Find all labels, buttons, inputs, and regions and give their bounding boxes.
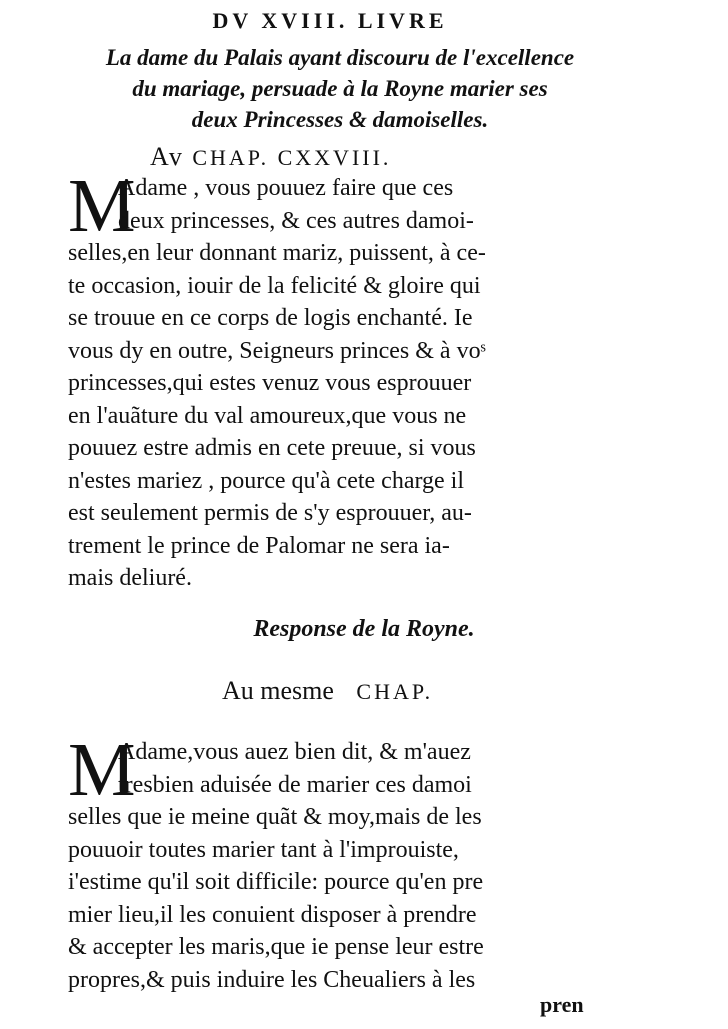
text-line: Adame , vous pouuez faire que ces (118, 175, 454, 201)
text-line: en l'auãture du val amoureux,que vous ne (68, 402, 467, 429)
chapter-heading-prefix: Av (150, 142, 184, 171)
text-line: deux princesses, & ces autres damoi- (118, 207, 474, 234)
paragraph-body (68, 172, 608, 595)
chapter-heading (222, 676, 433, 706)
text-line: & accepter les maris,que ie pense leur estre (68, 934, 484, 960)
text-line: vous dy en outre, Seigneurs princes & à voˢ (68, 337, 486, 364)
drop-initial: M (68, 728, 136, 812)
text-line: pouuoir toutes marier tant à l'improuiste, (68, 836, 459, 863)
chapter-heading-prefix: Au mesme (222, 676, 334, 705)
text-line: selles,en leur donnant mariz, puissent, à ce- (68, 240, 486, 266)
text-line: se trouue en ce corps de logis enchanté. Ie (68, 305, 473, 331)
summary-line: du mariage, persuade à la Royne marier ses (132, 76, 548, 101)
text-line: pouuez estre admis en cete preuue, si vous (68, 435, 476, 461)
chapter-heading-number: CHAP. (356, 679, 434, 704)
summary-line: La dame du Palais ayant discouru de l'excellence (105, 45, 575, 70)
text-line: mier lieu,il les conuient disposer à prendre (68, 901, 477, 928)
text-line: propres,& puis induire les Cheualiers à les (68, 966, 476, 993)
text-line: est seulement permis de s'y esprouuer, au- (68, 500, 472, 526)
chapter-heading-number: CHAP. CXXVIII. (192, 145, 392, 170)
text-line: mais deliuré. (68, 565, 192, 591)
chapter-heading (150, 142, 391, 172)
text-line: princesses,qui estes venuz vous esprouuer (68, 370, 472, 396)
chapter-summary (60, 42, 620, 135)
text-line: n'estes mariez , pource qu'à cete charge il (68, 467, 465, 494)
running-head: DV XVIII. LIVRE (212, 8, 448, 33)
text-line: Adame,vous auez bien dit, & m'auez (118, 739, 471, 765)
summary-line: deux Princesses & damoiselles. (191, 107, 489, 132)
catchword: pren (540, 992, 584, 1017)
text-line: te occasion, iouir de la felicité & gloire qui (68, 272, 481, 299)
paragraph-body (68, 736, 608, 996)
text-line: selles que ie meine quãt & moy,mais de les (68, 804, 482, 830)
text-line: trement le prince de Palomar ne sera ia- (68, 532, 450, 559)
text-line: i'estime qu'il soit difficile: pource qu'en pre (68, 869, 484, 895)
section-rubric: Response de la Royne. (253, 616, 475, 642)
drop-initial: M (68, 164, 136, 248)
text-line: tresbien aduisée de marier ces damoi (118, 771, 472, 798)
